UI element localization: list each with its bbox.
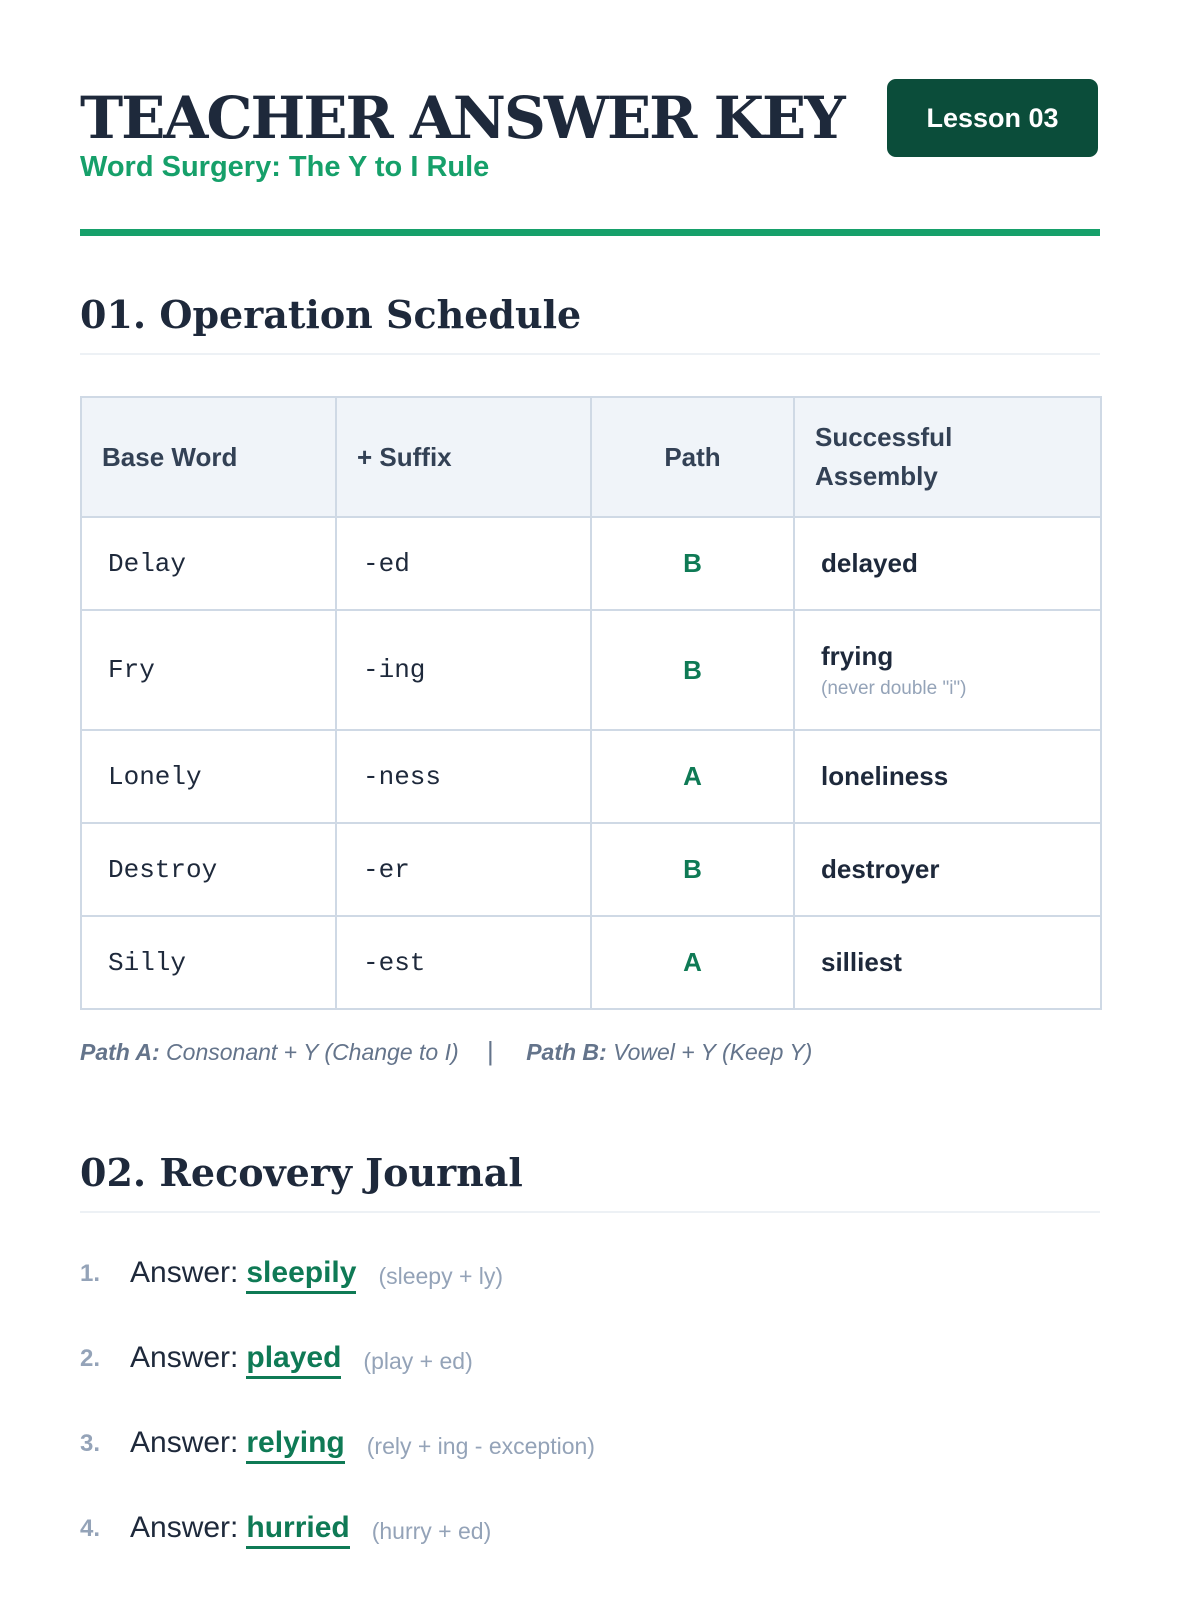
assembly-cell xyxy=(794,610,1101,730)
item-number: 4. xyxy=(80,1515,101,1542)
item-number: 2. xyxy=(80,1345,101,1372)
suffix-cell: -est xyxy=(336,916,591,1009)
base-word-cell: Silly xyxy=(81,916,336,1009)
path-cell: A xyxy=(591,916,794,1009)
table-row xyxy=(81,517,1101,610)
path-cell: B xyxy=(591,517,794,610)
assembly-cell xyxy=(794,823,1101,916)
table-header-row xyxy=(81,397,1101,517)
assembly-cell xyxy=(794,916,1101,1009)
table-row xyxy=(81,823,1101,916)
answer-label: Answer: xyxy=(130,1256,239,1289)
path-legend xyxy=(80,1036,812,1067)
section-divider xyxy=(80,353,1100,355)
list-item xyxy=(80,1256,1100,1341)
column-header-assembly: Successful Assembly xyxy=(794,397,1101,517)
page-header xyxy=(80,0,1100,240)
section-title-operation-schedule: 01. Operation Schedule xyxy=(80,292,582,337)
assembly-word: loneliness xyxy=(821,761,949,791)
page-title: TEACHER ANSWER KEY xyxy=(80,84,844,152)
answer-hint: (sleepy + ly) xyxy=(378,1263,504,1289)
answer-label: Answer: xyxy=(130,1341,239,1374)
base-word-cell: Delay xyxy=(81,517,336,610)
page-subtitle: Word Surgery: The Y to I Rule xyxy=(80,151,490,183)
item-number: 1. xyxy=(80,1260,101,1287)
legend-path-a-text: Consonant + Y (Change to I) xyxy=(166,1039,459,1065)
suffix-cell: -ed xyxy=(336,517,591,610)
answer-word: hurried xyxy=(246,1511,349,1549)
assembly-word: frying xyxy=(821,640,894,671)
assembly-word: silliest xyxy=(821,947,902,977)
base-word-cell: Destroy xyxy=(81,823,336,916)
section-divider xyxy=(80,1211,1100,1213)
assembly-word: delayed xyxy=(821,548,918,578)
path-cell: B xyxy=(591,823,794,916)
section-title-recovery-journal: 02. Recovery Journal xyxy=(80,1150,523,1195)
path-cell: A xyxy=(591,730,794,823)
answer-label: Answer: xyxy=(130,1426,239,1459)
operation-schedule-table xyxy=(80,396,1102,1010)
header-divider xyxy=(80,229,1100,236)
base-word-cell: Fry xyxy=(81,610,336,730)
answer-word: relying xyxy=(246,1426,344,1464)
list-item xyxy=(80,1341,1100,1426)
lesson-badge: Lesson 03 xyxy=(887,79,1098,157)
table-row xyxy=(81,916,1101,1009)
recovery-journal-list xyxy=(80,1256,1100,1596)
answer-word: sleepily xyxy=(246,1256,356,1294)
answer-hint: (play + ed) xyxy=(363,1348,473,1374)
column-header-path: Path xyxy=(591,397,794,517)
answer-hint: (hurry + ed) xyxy=(371,1518,492,1544)
legend-path-b-text: Vowel + Y (Keep Y) xyxy=(613,1039,813,1065)
base-word-cell: Lonely xyxy=(81,730,336,823)
list-item xyxy=(80,1511,1100,1596)
assembly-cell xyxy=(794,730,1101,823)
item-number: 3. xyxy=(80,1430,101,1457)
column-header-suffix: + Suffix xyxy=(336,397,591,517)
answer-hint: (rely + ing - exception) xyxy=(366,1433,595,1459)
assembly-note: (never double "i") xyxy=(821,677,967,699)
suffix-cell: -ing xyxy=(336,610,591,730)
list-item xyxy=(80,1426,1100,1511)
assembly-word: destroyer xyxy=(821,854,940,884)
table-row xyxy=(81,610,1101,730)
column-header-base-word: Base Word xyxy=(81,397,336,517)
suffix-cell: -ness xyxy=(336,730,591,823)
answer-word: played xyxy=(246,1341,341,1379)
answer-key-page xyxy=(80,0,1100,1544)
answer-label: Answer: xyxy=(130,1511,239,1544)
legend-path-b-label: Path B: xyxy=(526,1039,607,1065)
assembly-cell xyxy=(794,517,1101,610)
suffix-cell: -er xyxy=(336,823,591,916)
path-cell: B xyxy=(591,610,794,730)
legend-separator: | xyxy=(487,1036,494,1066)
legend-path-a-label: Path A: xyxy=(80,1039,160,1065)
table-row xyxy=(81,730,1101,823)
